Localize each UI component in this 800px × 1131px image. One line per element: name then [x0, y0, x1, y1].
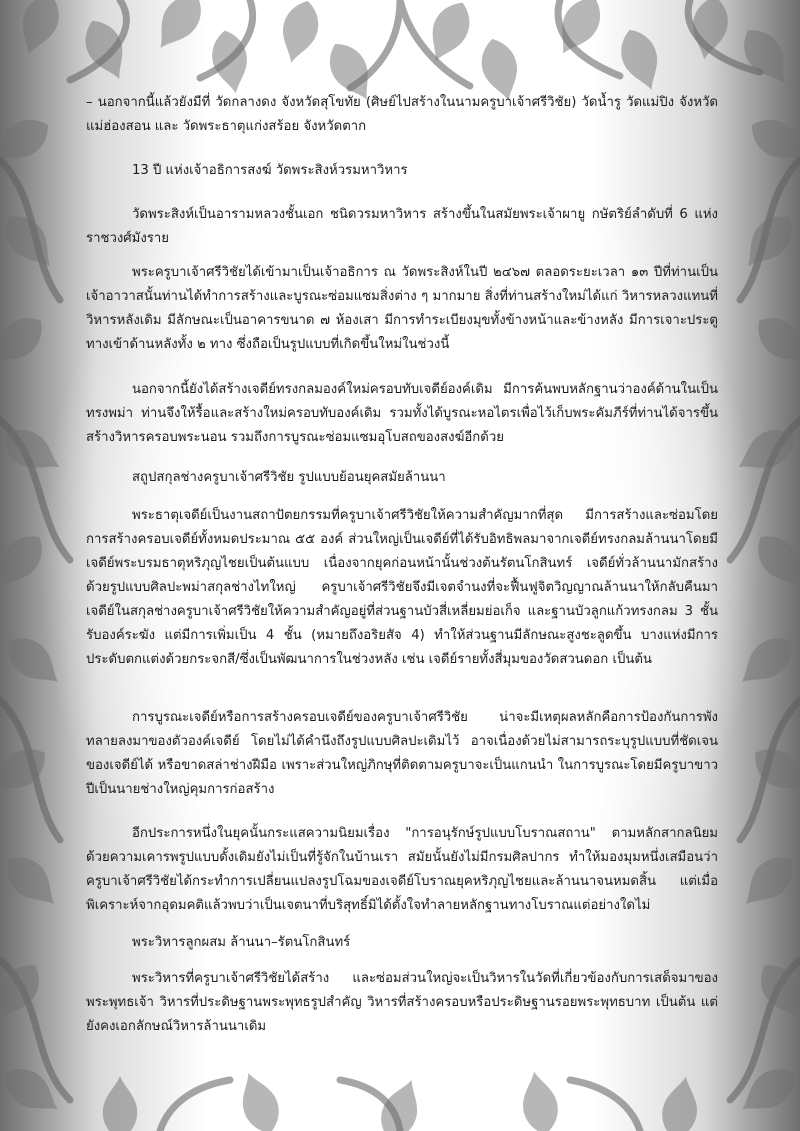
- section-heading-1: 13 ปี แห่งเจ้าอธิการสงฆ์ วัดพระสิงห์วรมหาวิหาร: [132, 163, 408, 178]
- section-heading-2: สถูปสกุลช่างครูบาเจ้าศรีวิชัย รูปแบบย้อนยุคสมัยล้านนา: [132, 470, 446, 485]
- paragraph-6: การบูรณะเจดีย์หรือการสร้างครอบเจดีย์ของครูบาเจ้าศรีวิชัย น่าจะมีเหตุผลหลักคือการป้องกันการพังทลายลงมาของตัวองค์เจดีย์ โดยไม่ได้คำนึงถึงรูปแบบศิลปะเดิมไว้ อาจเนื่องด้วยไม่สามารถระบุรูปแบบที่ชัดเจนของเจดีย์ได้ หรือขาดสล่าช่างฝีมือ เพราะส่วนใหญ่ภิกษุที่ติดตามครูบาจะเป็นแกนนำ ในการบูรณะโดยมีครูบาขาวปีเป็นนายช่างใหญ่คุมการก่อสร้าง: [86, 710, 718, 797]
- section-heading-3: พระวิหารลูกผสม ล้านนา–รัตนโกสินทร์: [132, 935, 351, 950]
- paragraph-2: วัดพระสิงห์เป็นอารามหลวงชั้นเอก ชนิดวรมหาวิหาร สร้างขึ้นในสมัยพระเจ้าผายู กษัตริย์ลำดับที่ 6 แห่งราชวงศ์มังราย: [86, 207, 718, 246]
- paragraph-8: พระวิหารที่ครูบาเจ้าศรีวิชัยได้สร้าง และซ่อมส่วนใหญ่จะเป็นวิหารในวัดที่เกี่ยวข้องกับการเสด็จมาของพระพุทธเจ้า วิหารที่ประดิษฐานพระพุทธรูปสำคัญ วิหารที่สร้างครอบหรือประดิษฐานรอยพระพุทธบาท เป็นต้น แต่ยังคงเอกลักษณ์วิหารล้านนาเดิม: [86, 971, 718, 1034]
- paragraph-4: นอกจากนี้ยังได้สร้างเจดีย์ทรงกลมองค์ใหม่ครอบทับเจดีย์องค์เดิม มีการค้นพบหลักฐานว่าองค์ด้านในเป็นทรงพม่า ท่านจึงให้รื้อและสร้างใหม่ครอบทับองค์เดิม รวมทั้งได้บูรณะหอไตรเพื่อไว้เก็บพระคัมภีร์ที่ท่านได้จารขึ้น สร้างวิหารครอบพระนอน รวมถึงการบูรณะซ่อมแซมอุโบสถของสงฆ์อีกด้วย: [86, 382, 718, 445]
- paragraph-3: พระครูบาเจ้าศรีวิชัยได้เข้ามาเป็นเจ้าอธิการ ณ วัดพระสิงห์ในปี ๒๔๖๗ ตลอดระยะเวลา ๑๓ ปีที่ท่านเป็นเจ้าอาวาสนั้นท่านได้ทำการสร้างและบูรณะซ่อมแซมสิ่งต่าง ๆ มากมาย สิ่งที่ท่านสร้างใหม่ได้แก่ วิหารหลวงแทนที่วิหารหลังเดิม มีลักษณะเป็นอาคารขนาด ๗ ห้องเสา มีการทำระเบียงมุขทั้งข้างหน้าและข้างหลัง มีการเจาะประตูทางเข้าด้านหลังทั้ง ๒ ทาง ซึ่งถือเป็นรูปแบบที่เกิดขึ้นใหม่ในช่วงนี้: [86, 265, 718, 352]
- paragraph-7: อีกประการหนึ่งในยุคนั้นกระแสความนิยมเรื่อง "การอนุรักษ์รูปแบบโบราณสถาน" ตามหลักสากลนิยม ด้วยความเคารพรูปแบบดั้งเดิมยังไม่เป็นที่รู้จักในบ้านเรา สมัยนั้นยังไม่มีกรมศิลปากร ทำให้มองมุมหนึ่งเสมือนว่าครูบาเจ้าศรีวิชัยได้กระทำการเปลี่ยนแปลงรูปโฉมของเจดีย์โบราณยุคหริภุญไชยและล้านนาจนหมดสิ้น แต่เมื่อพิเคราะห์จากอุดมคติแล้วพบว่าเป็นเจตนาที่บริสุทธิ์มิได้ตั้งใจทำลายหลักฐานทางโบราณแต่อย่างใดไม่: [86, 826, 718, 913]
- paragraph-5: พระธาตุเจดีย์เป็นงานสถาปัตยกรรมที่ครูบาเจ้าศรีวิชัยให้ความสำคัญมากที่สุด มีการสร้างและซ่อมโดยการสร้างครอบเจดีย์ทั้งหมดประมาณ ๕๕ องค์ ส่วนใหญ่เป็นเจดีย์ที่ได้รับอิทธิพลมาจากเจดีย์ทรงกลมล้านนาโดยมีเจดีย์พระบรมธาตุหริภุญไชยเป็นต้นแบบ เนื่องจากยุคก่อนหน้านั้นช่วงต้นรัตนโกสินทร์ เจดีย์ทั่วล้านนามักสร้างด้วยรูปแบบศิลปะพม่าสกุลช่างไทใหญ่ ครูบาเจ้าศรีวิชัยจึงมีเจตจำนงที่จะฟื้นฟูจิตวิญญาณล้านนาให้กลับคืนมา เจดีย์ในสกุลช่างครูบาเจ้าศรีวิชัยให้ความสำคัญอยู่ที่ส่วนฐานบัวสี่เหลี่ยมย่อเก็จ และฐานบัวลูกแก้วทรงกลม 3 ชั้นรับองค์ระฆัง แต่มีการเพิ่มเป็น 4 ชั้น (หมายถึงอริยสัจ 4) ทำให้ส่วนฐานมีลักษณะสูงชะลูดขึ้น บางแห่งมีการประดับตกแต่งด้วยกระจกสี/ซึ่งเป็นพัฒนาการในช่วงหลัง เช่น เจดีย์รายทั้งสี่มุมของวัดสวนดอก เป็นต้น: [86, 508, 718, 667]
- paragraph-1: – นอกจากนี้แล้วยังมีที่ วัดกลางดง จังหวัดสุโขทัย (ศิษย์ไปสร้างในนามครูบาเจ้าศรีวิชัย) วัดน้ำรู วัดแม่ปิง จังหวัดแม่ฮ่องสอน และ วัดพระธาตุแก่งสร้อย จังหวัดตาก: [86, 95, 718, 134]
